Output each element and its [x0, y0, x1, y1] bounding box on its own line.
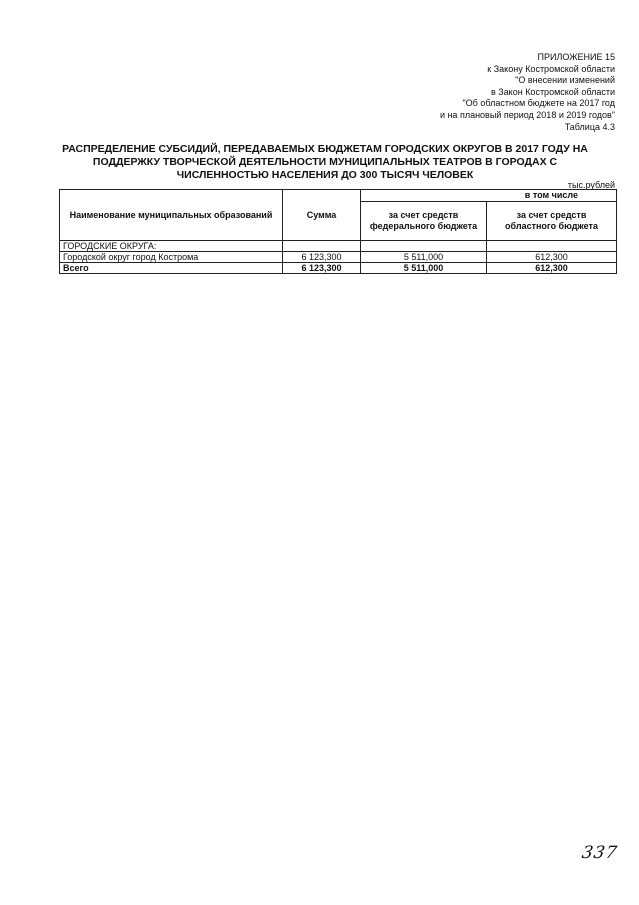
header-federal: за счет средств федерального бюджета	[361, 202, 487, 241]
appendix-line: ПРИЛОЖЕНИЕ 15	[537, 52, 615, 62]
total-row	[60, 263, 617, 274]
row-federal: 5 511,000	[361, 252, 487, 263]
total-name: Всего	[60, 263, 283, 274]
appendix-header	[255, 52, 615, 133]
appendix-line: "О внесении изменений	[515, 75, 615, 86]
units-label: тыс.рублей	[567, 180, 615, 190]
header-regional: за счет средств областного бюджета	[487, 202, 617, 241]
handwritten-page-number: 337	[579, 843, 619, 863]
table-number: Таблица 4.3	[564, 121, 615, 132]
table-row	[60, 252, 617, 263]
total-regional: 612,300	[487, 263, 617, 274]
header-name: Наименование муниципальных образований	[60, 190, 283, 241]
row-regional: 612,300	[487, 252, 617, 263]
document-title	[40, 143, 610, 182]
table-row	[60, 241, 617, 252]
row-name: ГОРОДСКИЕ ОКРУГА:	[60, 241, 283, 252]
row-regional	[487, 241, 617, 252]
header-sum: Сумма	[283, 190, 361, 241]
appendix-line: в Закон Костромской области	[490, 86, 615, 97]
title-line: РАСПРЕДЕЛЕНИЕ СУБСИДИЙ, ПЕРЕДАВАЕМЫХ БЮДЖЕТАМ ГОРОДСКИХ ОКРУГОВ В 2017 ГОДУ НА	[62, 143, 588, 155]
total-federal: 5 511,000	[361, 263, 487, 274]
title-line: ЧИСЛЕННОСТЬЮ НАСЕЛЕНИЯ ДО 300 ТЫСЯЧ ЧЕЛОВЕК	[176, 169, 474, 181]
total-sum: 6 123,300	[283, 263, 361, 274]
title-line: ПОДДЕРЖКУ ТВОРЧЕСКОЙ ДЕЯТЕЛЬНОСТИ МУНИЦИПАЛЬНЫХ ТЕАТРОВ В ГОРОДАХ С	[92, 156, 558, 168]
appendix-line: и на плановый период 2018 и 2019 годов"	[439, 109, 615, 120]
row-sum	[283, 241, 361, 252]
subsidy-table	[59, 189, 617, 274]
appendix-line: "Об областном бюджете на 2017 год	[462, 98, 615, 109]
appendix-line: к Закону Костромской области	[487, 63, 615, 74]
row-name: Городской округ город Кострома	[60, 252, 283, 263]
header-including: в том числе	[361, 190, 617, 202]
row-sum: 6 123,300	[283, 252, 361, 263]
row-federal	[361, 241, 487, 252]
